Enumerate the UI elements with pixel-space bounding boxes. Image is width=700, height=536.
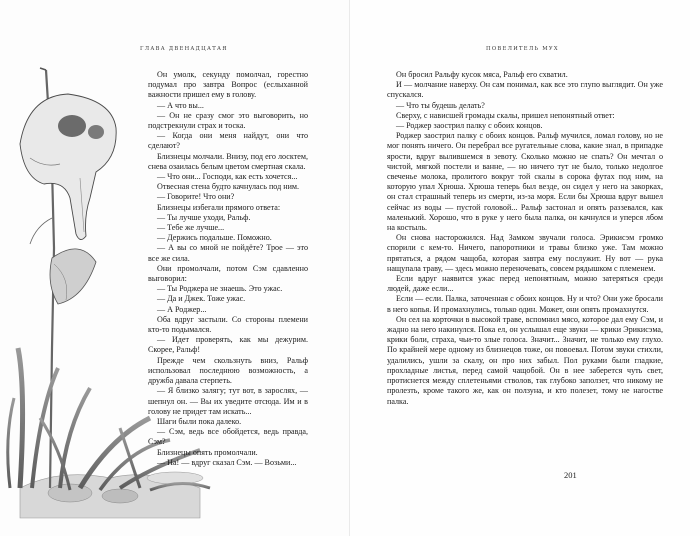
paragraph: — А Роджер... bbox=[157, 304, 207, 314]
paragraph: — Идет проверять, как мы дежурим. Скорее, Ральф! bbox=[148, 335, 308, 355]
paragraph: — Ты лучше уходи, Ральф. bbox=[157, 212, 251, 222]
grass-blade-shape bbox=[18, 348, 23, 488]
paragraph: — Он не сразу смог это выговорить, но подстрекнули страх и тоска. bbox=[148, 110, 308, 131]
paragraph: — Сэм, ведь все обойдется, ведь правда, Сэм? bbox=[148, 427, 308, 447]
paragraph: Близнецы опять промолчали. bbox=[157, 447, 258, 457]
paragraph: — А что вы... bbox=[157, 100, 204, 110]
paragraph: Близнецы молчали. Внизу, под его лосктем, снева озаилась белым цветом смертная скала. bbox=[148, 151, 308, 171]
paragraph: Если — если. Палка, заточенная с обоих концов. Ну и что? Они уже бросали в него копья. И промахнулись, только один. Может, они опять промахнутся. bbox=[387, 294, 663, 314]
paragraph: — На! — вдруг сказал Сэм. — Возьми... bbox=[157, 457, 297, 467]
paragraph: Они промолчали, потом Сэм сдавленно выговорил: bbox=[148, 263, 308, 284]
eye-socket-shape bbox=[88, 125, 104, 139]
right-page bbox=[350, 0, 700, 536]
paragraph: Он сел на корточки в высокой траве, вспомнил мясо, которое дал ему Сэм, и жадно на него накинулся. Пока ел, он услышал еще звуки — крики Эрикисэма, крики боли, страха, чьи-то злые голоса. Значит... Значит, не только ему глухо. По крайней мере одному из близнецов тоже, он повоевал. Потом звуки стихли, удалились, ушли за скалу, он про них забыл. Пол руками были гладкие, прохладные листья, перед самой чащобой. Он в нее заберется чуть свет, протиснется между сплетеньями стволов, так глубоко заползет, что никому не пролезть, кроме такого же, как он ползуна, и кто полезет, тому не нагостве палка. bbox=[387, 314, 663, 406]
paragraph: — Когда они меня найдут, они что сделают? bbox=[148, 131, 308, 151]
eye-socket-shape bbox=[58, 115, 86, 137]
stick-tip-shape bbox=[40, 68, 46, 70]
right-running-head: ПОВЕЛИТЕЛЬ МУХ bbox=[486, 46, 559, 52]
paragraph: — Что они... Господи, как есть хочется... bbox=[157, 172, 298, 182]
paragraph: Прежде чем скользнуть вниз, Ральф использовал последнюю возможность, а дружба давала стерпеть. bbox=[148, 355, 308, 386]
twig-shape bbox=[30, 218, 52, 244]
paragraph: — Держись подальше. Поможно. bbox=[157, 233, 272, 243]
paragraph: — Ты Роджера не знаешь. Это ужас. bbox=[157, 284, 283, 294]
paragraph: Если вдруг наявится ужас перед непонятным, можно затеряться среди людей, даже если... bbox=[387, 274, 663, 294]
paragraph: — Что ты будешь делать? bbox=[396, 100, 485, 110]
page-number: 201 bbox=[564, 470, 577, 480]
left-text-block bbox=[148, 70, 308, 468]
puddle-shape bbox=[147, 472, 203, 484]
paragraph: — Говорите! Что они? bbox=[157, 192, 235, 202]
paragraph: Близнецы избегали прямого ответа: bbox=[157, 202, 281, 212]
paragraph: — Роджер заострил палку с обоих концов. bbox=[396, 121, 543, 131]
paragraph: — Я близко залягу; тут вот, в зарослях, — шепнул он. — Вы их уведите отсюда. Им и в голову не придет там искать... bbox=[148, 386, 308, 416]
paragraph: Он снова насторожился. Над Замком звучали голоса. Эрикисэм громко спорили с кем-то. Ничего, папоротники и травы близко уже. Там можно прятаться, а рядом чащоба, которая завтра ему послужит. Ну вот — рука нащупала траву, — здесь можно переночевать, совсем рядышком с племенем. bbox=[387, 233, 663, 273]
paragraph: Сверху, с нависшей громады скалы, пришел непонятный ответ: bbox=[396, 110, 615, 120]
paragraph: Он бросил Ральфу кусок мяса, Ральф его схватил. bbox=[396, 70, 568, 79]
paragraph: — А вы со мной не пойдёте? Трое — это все же сила. bbox=[148, 243, 308, 263]
grass-blade-shape bbox=[8, 398, 14, 488]
paragraph: — Тебе же лучше... bbox=[157, 223, 225, 233]
paragraph: Отвесная стена будто качнулась под ним. bbox=[157, 182, 300, 192]
rock-shape bbox=[102, 489, 138, 503]
paragraph: И — молчание наверху. Он сам понимал, как все это глупо выглядит. Он уже спускался. bbox=[387, 80, 663, 100]
paragraph: — Да и Джек. Тоже ужас. bbox=[157, 294, 246, 304]
paragraph: Оба вдруг застыли. Со стороны племени кто-то подымался. bbox=[148, 314, 308, 335]
left-running-head: ГЛАВА ДВЕНАДЦАТАЯ bbox=[140, 46, 228, 52]
paragraph: Шаги были пока далеко. bbox=[157, 416, 242, 426]
leaf-shape bbox=[50, 249, 96, 304]
paragraph: Роджер заострил палку с обоих концов. Ральф мучился, ломал голову, но не мог понять ничего. Он перебрал все ругательные слова, какие знал, в припадке ярости, вдруг вылившемся в зевоту. Сколько можно не спать? Он мечтал о чистой, мягкой постели и ванне, — но ничего тут не было, только недолгое свеченье молока, пролитого вокруг той скалы в сорока футах под ним, на которую упал Хрюша. Хрюша теперь был везде, он сидел у него на закорках, он стал страшный теперь из смерти, из-за моря. Если бы Хрюша вдруг вышел сейчас из воды — пустой головой... Ральф застонал и опять раззевался, как маленький. Хорошо, что в руке у него была палка, он качнулся и уперся лбом на костыль. bbox=[387, 131, 663, 233]
right-text-block bbox=[387, 70, 663, 407]
paragraph: Он умолк, секунду помолчал, горестно подумал про завтра Вопрос (еслыханной важности пришел ему в голову. bbox=[148, 70, 308, 100]
